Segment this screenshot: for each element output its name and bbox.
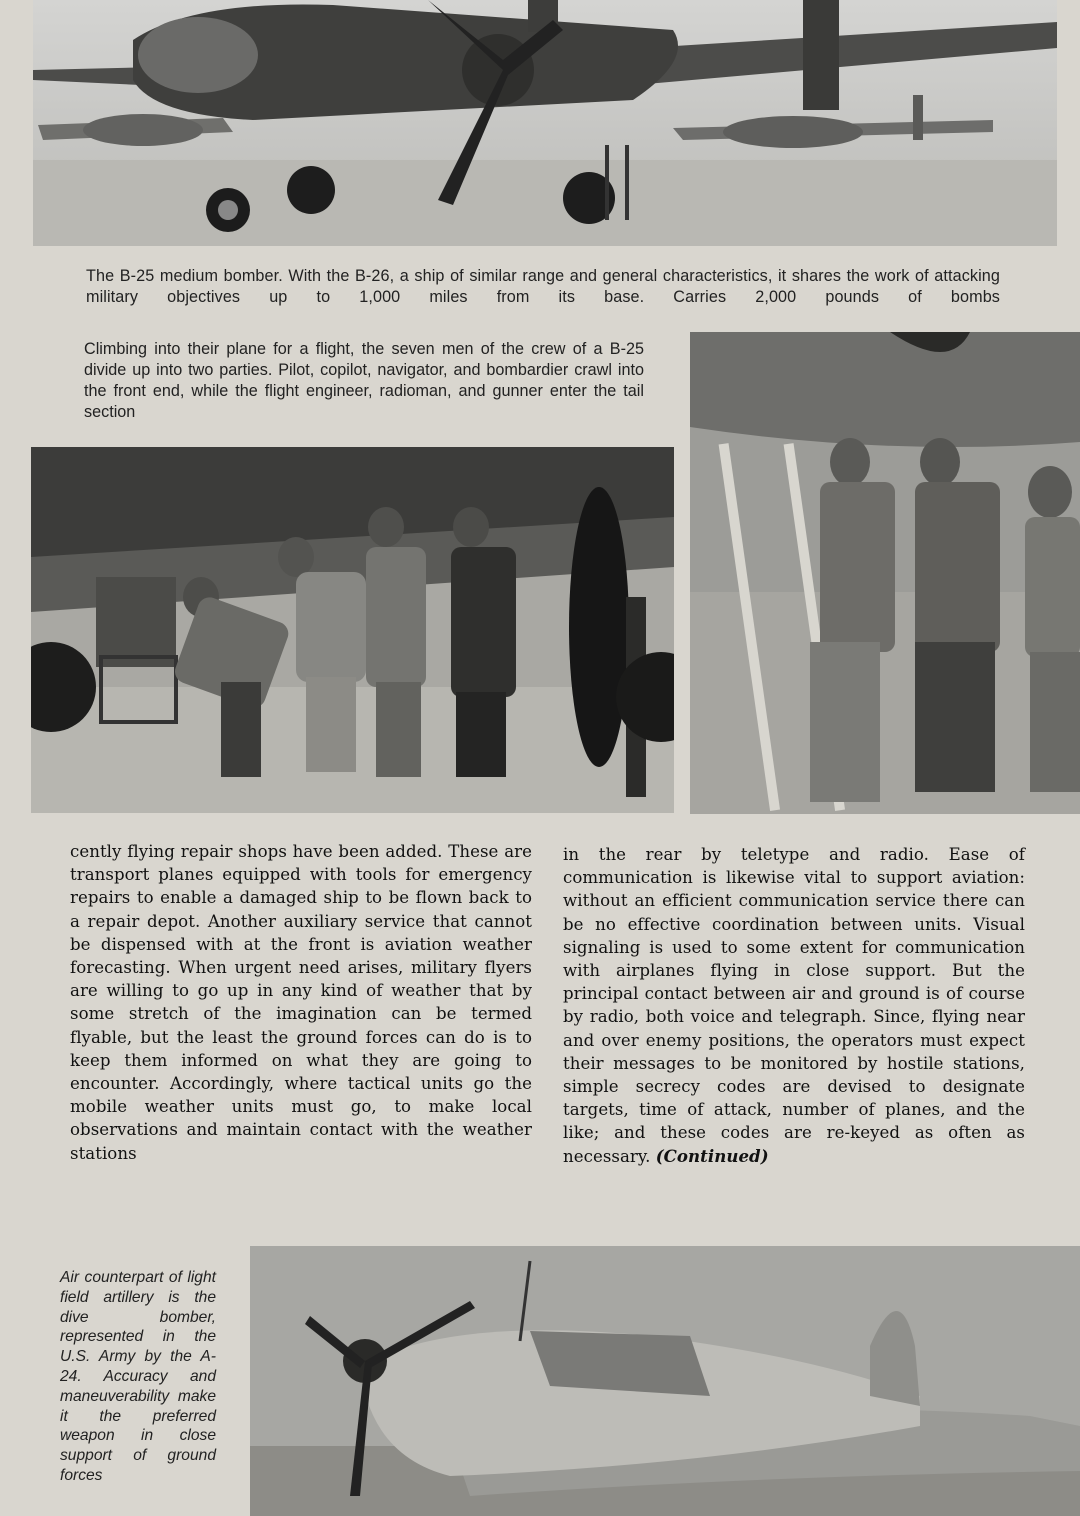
- b25-bomber-photo: [33, 0, 1057, 246]
- article-right-column: [563, 843, 1025, 1168]
- crew-under-plane-photo: [31, 447, 674, 813]
- continued-label: (Continued): [655, 1145, 769, 1166]
- crew-caption: Climbing into their plane for a flight, the seven men of the crew of a B-25 divide up into two parties. Pilot, copilot, navigator, and bombardier crawl into the front end, while the flight engineer, radioman, and gunner enter the tail section: [84, 340, 644, 421]
- right-column-text: in the rear by teletype and radio. Ease of communication is likewise vital to support aviation: without an efficient communication service there can be no effective coordination between units. Visual signaling is used to some extent for communication with airplanes flying in close support. But the principal contact between air and ground is of course by radio, both voice and telegraph. Since, flying near and over enemy positions, the operators must expect their messages to be monitored by hostile stations, simple secrecy codes are devised to designate targets, time of attack, number of planes, and the like; and these codes are re-keyed as often as necessary.: [563, 845, 1025, 1166]
- article-left-column: cently flying repair shops have been added. These are transport planes equipped with tools for emergency repairs to enable a damaged ship to be flown back to a repair depot. Another auxiliary service that cannot be dispensed with at the front is aviation weather forecasting. When urgent need arises, military flyers are willing to go up in any kind of weather that by some stretch of the imagination can be termed flyable, but the least the ground forces can do is to keep them informed on what they are going to encounter. Accordingly, where tactical units go the mobile weather units must go, to make local observations and maintain contact with the weather stations: [70, 842, 532, 1163]
- dive-bomber-caption: Air counterpart of light field artillery is the dive bomber, represented in the U.S. Army by the A-24. Accuracy and maneuverability make it the preferred weapon in close support of ground forces: [60, 1269, 216, 1484]
- dive-bomber-photo: [250, 1246, 1080, 1516]
- b25-caption: The B-25 medium bomber. With the B-26, a ship of similar range and general characteristics, it shares the work of attacking military objectives up to 1,000 miles from its base. Carries 2,000 pounds of bombs: [86, 267, 1000, 306]
- crew-ladder-photo: [690, 332, 1080, 814]
